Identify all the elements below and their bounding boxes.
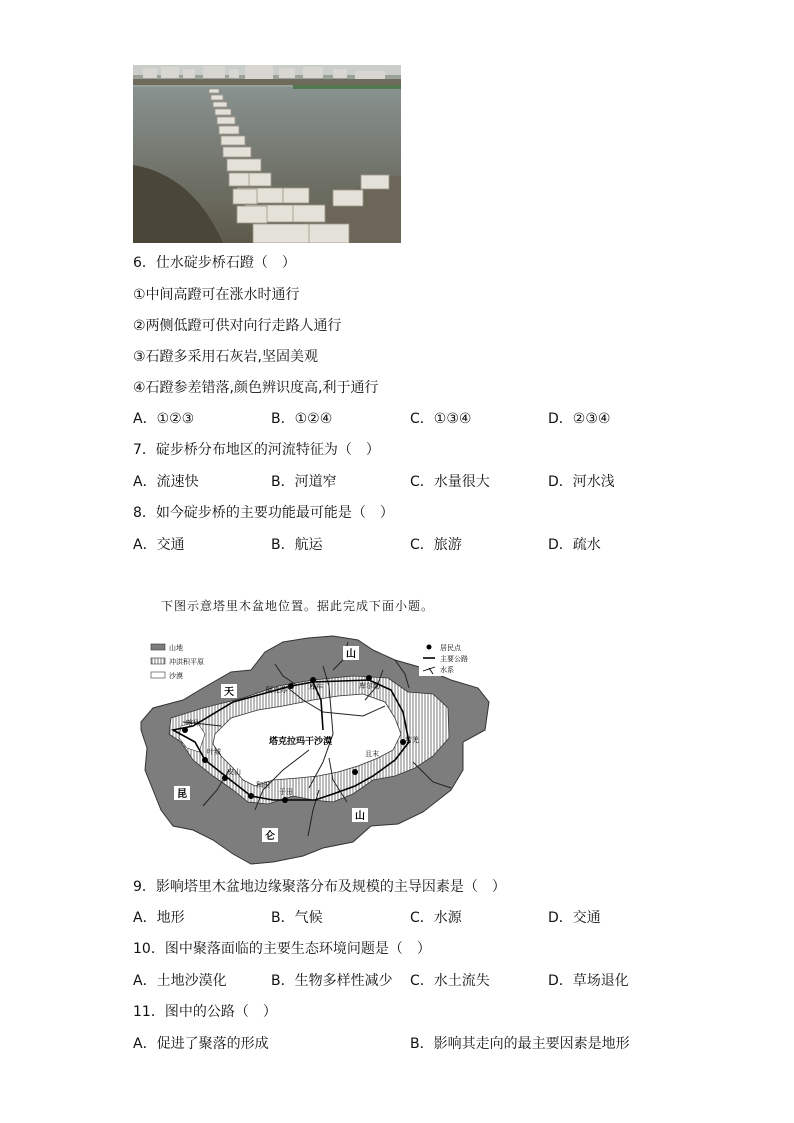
- q6-statement-3: ③石蹬多采用石灰岩,坚固美观: [133, 349, 319, 365]
- label-kashi: 喀什: [186, 719, 200, 727]
- label-shan-south: 山: [355, 811, 365, 822]
- legend-river: 水系: [440, 666, 454, 674]
- tarim-basin-map: [133, 630, 493, 866]
- q11-option-b[interactable]: B．影响其走向的最主要因素是地形: [410, 1036, 630, 1052]
- legend-road: 主要公路: [440, 655, 468, 663]
- label-lun: 仑: [265, 831, 275, 842]
- q9-option-a[interactable]: A．地形: [133, 910, 185, 926]
- q9-option-c[interactable]: C．水源: [410, 910, 462, 926]
- q9-option-b[interactable]: B．气候: [271, 910, 323, 926]
- q6-option-d[interactable]: D．②③④: [548, 411, 611, 427]
- q6-option-c[interactable]: C．①③④: [410, 411, 472, 427]
- q6-statement-4: ④石蹬参差错落,颜色辨识度高,利于通行: [133, 380, 379, 396]
- q8-option-a[interactable]: A．交通: [133, 537, 185, 553]
- label-akesu: 阿克苏: [266, 686, 287, 694]
- q10-option-b[interactable]: B．生物多样性减少: [271, 973, 393, 989]
- q11-option-a[interactable]: A．促进了聚落的形成: [133, 1036, 269, 1052]
- q7-option-a[interactable]: A．流速快: [133, 474, 199, 490]
- q6-stem: 6．仕水碇步桥石蹬（ ）: [133, 255, 296, 271]
- q10-option-d[interactable]: D．草场退化: [548, 973, 629, 989]
- q9-option-d[interactable]: D．交通: [548, 910, 601, 926]
- q6-option-a[interactable]: A．①②③: [133, 411, 195, 427]
- label-tian: 天: [224, 687, 234, 698]
- q7-option-d[interactable]: D．河水浅: [548, 474, 615, 490]
- label-kuerle: 库尔勒: [359, 682, 380, 690]
- q6-statement-2: ②两侧低蹬可供对向行走路人通行: [133, 318, 342, 334]
- q9-stem: 9．影响塔里木盆地边缘聚落分布及规模的主导因素是（ ）: [133, 879, 506, 895]
- label-shan-north: 山: [346, 649, 356, 660]
- q7-option-b[interactable]: B．河道窄: [271, 474, 337, 490]
- q10-option-a[interactable]: A．土地沙漠化: [133, 973, 227, 989]
- q6-statement-1: ①中间高蹬可在涨水时通行: [133, 287, 300, 303]
- q7-stem: 7．碇步桥分布地区的河流特征为（ ）: [133, 442, 380, 458]
- q7-option-c[interactable]: C．水量很大: [410, 474, 490, 490]
- map-caption: 下图示意塔里木盆地位置。据此完成下面小题。: [161, 599, 435, 613]
- label-qiemo: 且末: [365, 750, 379, 758]
- q8-option-d[interactable]: D．疏水: [548, 537, 601, 553]
- legend-desert: 沙漠: [169, 672, 183, 680]
- map-legend-right: [419, 640, 485, 676]
- label-yecheng: 叶城: [207, 748, 221, 756]
- label-kuche: 库车: [309, 683, 323, 691]
- q10-stem: 10．图中聚落面临的主要生态环境问题是（ ）: [133, 941, 431, 957]
- q6-option-b[interactable]: B．①②④: [271, 411, 333, 427]
- label-pishan: 皮山: [227, 768, 241, 776]
- q8-stem: 8．如今碇步桥的主要功能最可能是（ ）: [133, 505, 394, 521]
- stepping-stone-bridge-photo: [133, 65, 401, 243]
- label-yutian: 于田: [279, 788, 293, 796]
- q8-option-b[interactable]: B．航运: [271, 537, 323, 553]
- label-kun: 昆: [177, 789, 187, 800]
- legend-settlement: 居民点: [440, 644, 461, 652]
- map-legend-left: [151, 643, 204, 680]
- q11-stem: 11．图中的公路（ ）: [133, 1004, 277, 1020]
- label-ruoqiang: 若羌: [405, 736, 419, 744]
- label-desert-name: 塔克拉玛干沙漠: [269, 737, 333, 747]
- legend-plain: 冲洪积平原: [169, 658, 204, 666]
- legend-mountain: 山地: [169, 644, 183, 652]
- label-hetian: 和田: [256, 781, 270, 789]
- q10-option-c[interactable]: C．水土流失: [410, 973, 490, 989]
- q8-option-c[interactable]: C．旅游: [410, 537, 462, 553]
